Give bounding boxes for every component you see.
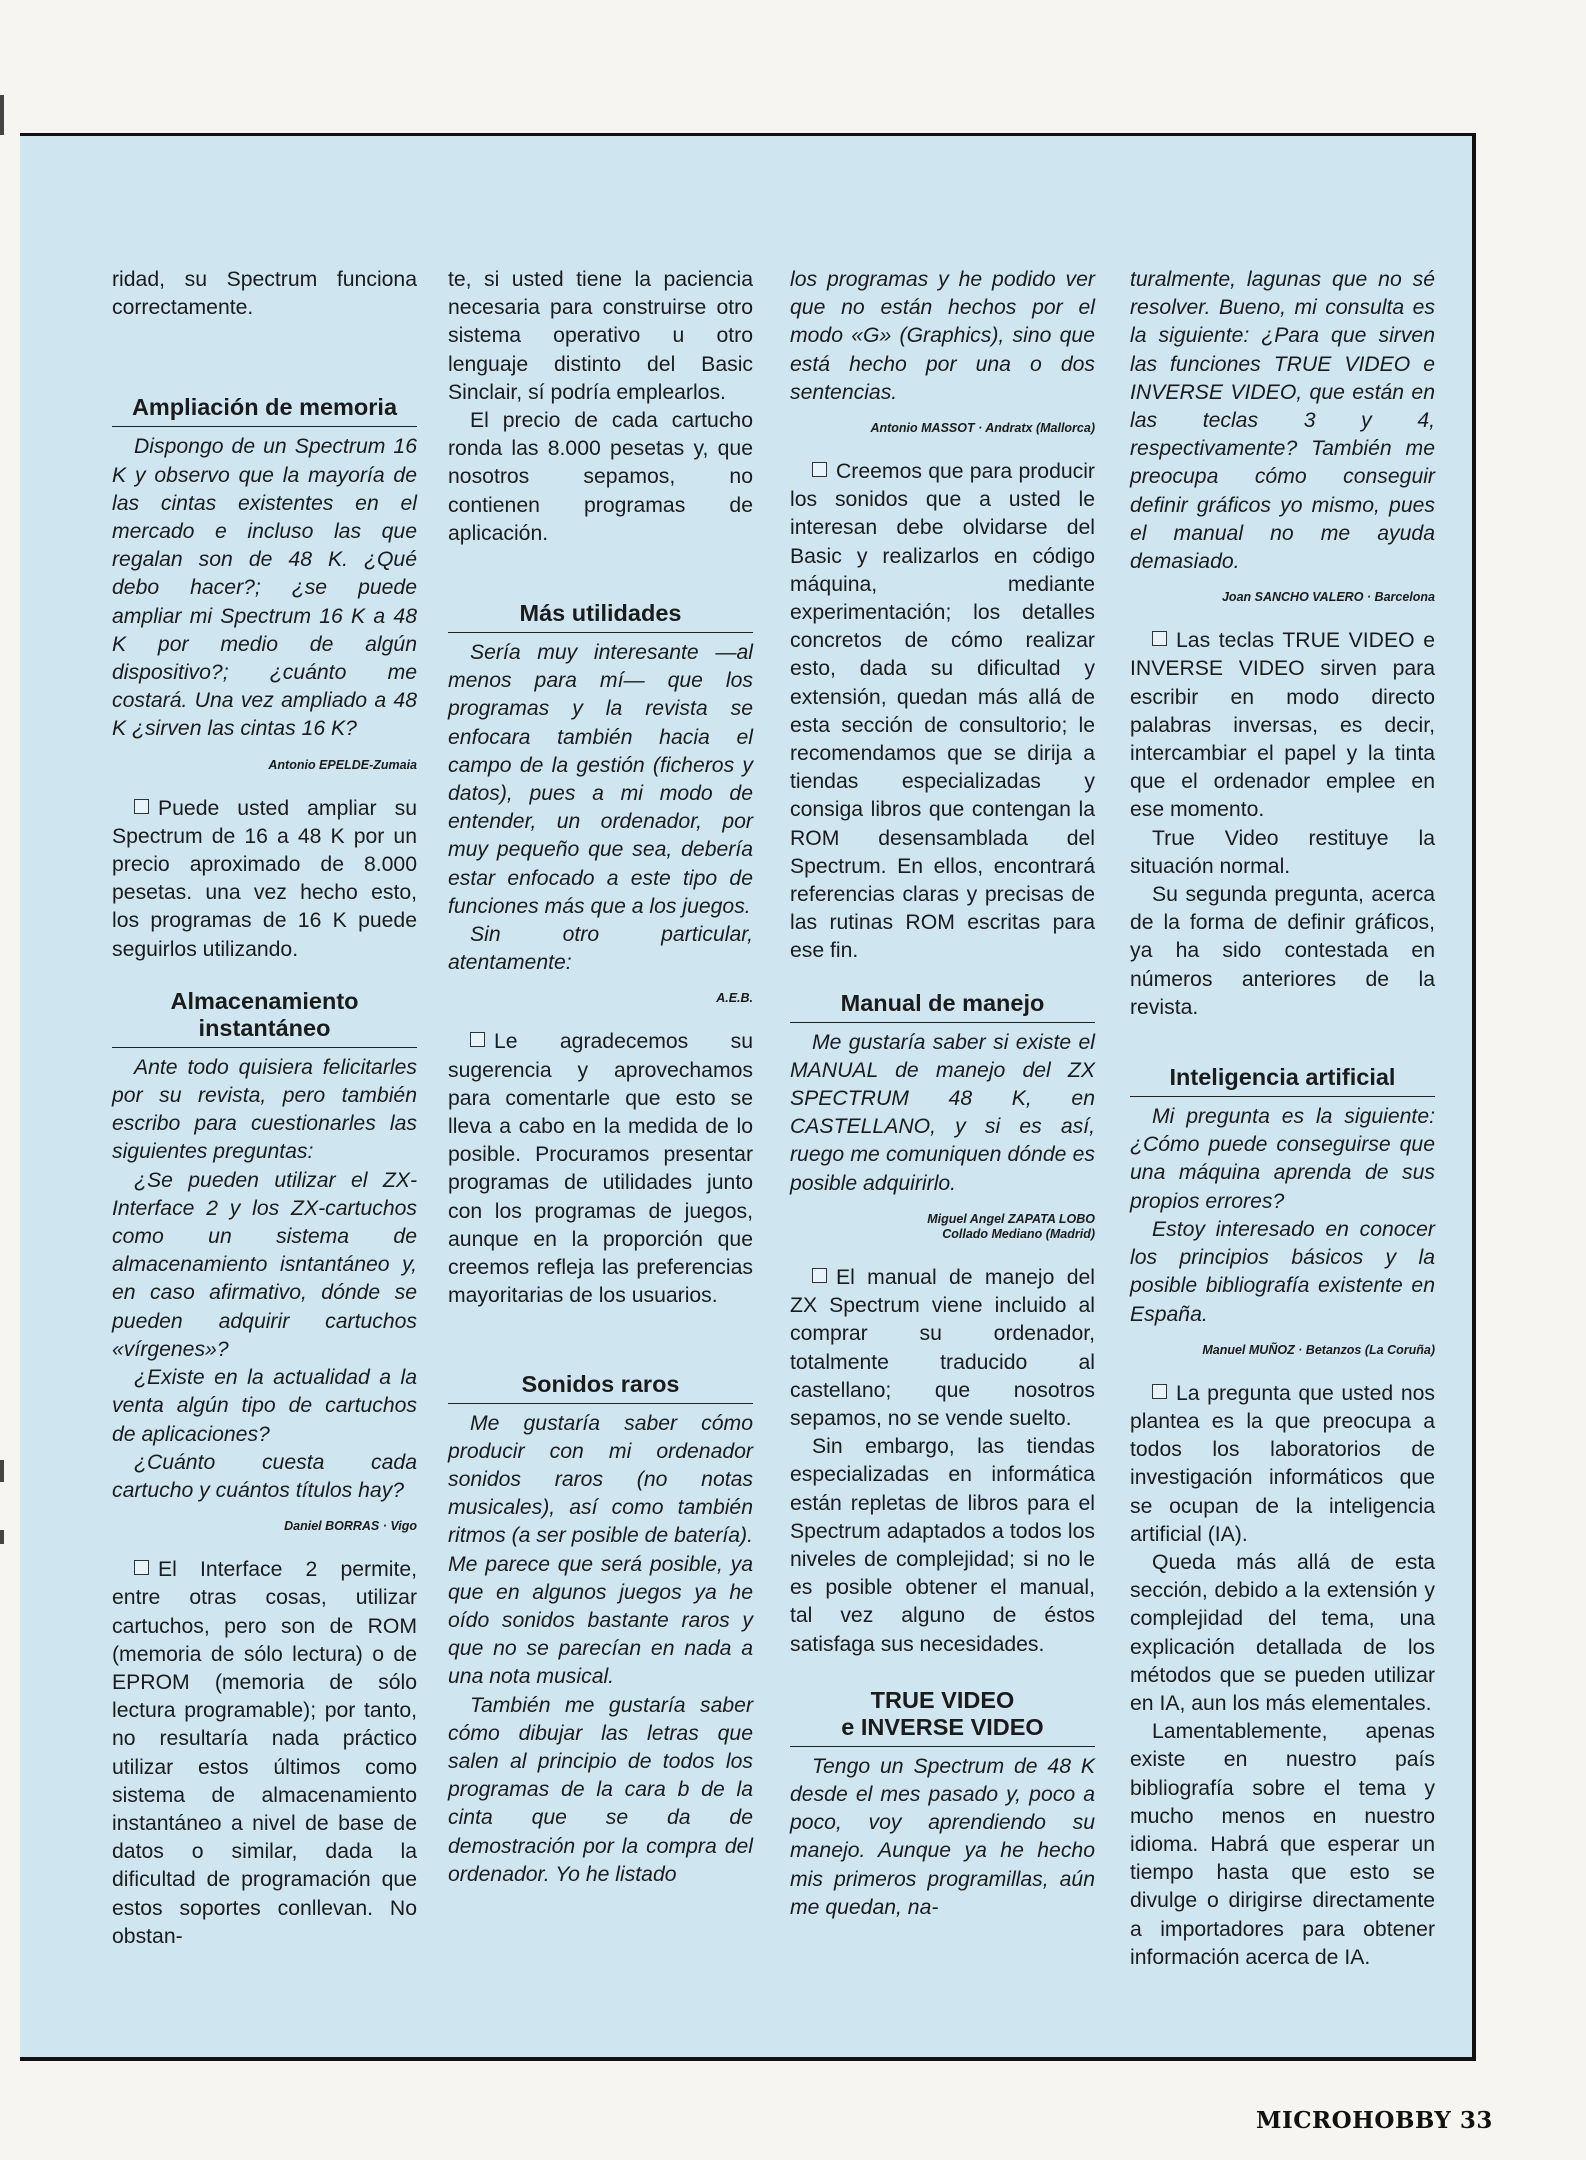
reader-question: Mi pregunta es la siguiente: ¿Cómo puede conseguirse que una máquina aprenda de sus propios errores? xyxy=(1130,1105,1435,1213)
reader-question: Sería muy interesante —al menos para mí— que los programas y la revista se enfocara también hacia el campo de la gestión (ficheros y datos), pues a mi modo de entender, un ordenador, por muy pequeño que sea, debería estar enfocado a este tipo de funciones más que a los juegos. xyxy=(448,641,753,918)
editor-answer: Puede usted ampliar su Spectrum de 16 a 48 K por un precio aproximado de 8.000 pesetas. una vez hecho esto, los programas de 16 K puede seguirlos utilizando. xyxy=(112,796,417,961)
letters-panel xyxy=(20,133,1476,2061)
reader-question: ¿Se pueden utilizar el ZX-Interface 2 y los ZX-cartuchos como un sistema de almacenamiento isntantáneo y, en caso afirmativo, dónde se pueden adquirir cartuchos «vírgenes»? xyxy=(112,1168,417,1361)
body-paragraph: te, si usted tiene la paciencia necesaria para construirse otro sistema operativo u otro lenguaje distinto del Basic Sinclair, sí podría emplearlos. xyxy=(448,268,753,404)
column-2 xyxy=(448,266,753,1889)
reader-question: Tengo un Spectrum de 48 K desde el mes pasado y, poco a poco, voy aprendiendo su manejo. Aunque ya he hecho mis primeros programillas, aún me quedan, na- xyxy=(790,1754,1095,1919)
reader-question: los programas y he podido ver que no están hechos por el modo «G» (Graphics), sino que está hecho por una o dos sentencias. xyxy=(790,268,1095,404)
binding-mark xyxy=(0,95,4,135)
reader-signature: Joan SANCHO VALERO · Barcelona xyxy=(1221,590,1435,605)
editor-answer: Lamentablemente, apenas existe en nuestro país bibliografía sobre el tema y mucho menos en nuestro idioma. Habrá que esperar un tiempo hasta que esto se divulge o dirigirse directamente a importadores para obtener información acerca de IA. xyxy=(1130,1720,1435,1969)
reader-question: Ante todo quisiera felicitarles por su revista, pero también escribo para cuestionarles las siguientes preguntas: xyxy=(112,1055,417,1164)
reader-question: Estoy interesado en conocer los principios básicos y la posible bibliografía existente en España. xyxy=(1130,1217,1435,1326)
answer-checkbox-icon xyxy=(134,1560,149,1575)
reader-signature: A.E.B. xyxy=(716,991,753,1006)
column-4 xyxy=(1130,266,1435,1972)
column-1 xyxy=(112,266,417,1951)
editor-answer: La pregunta que usted nos plantea es la que preocupa a todos los laboratorios de investigación informáticos que se ocupan de la inteligencia artificial (IA). xyxy=(1130,1381,1435,1546)
reader-question: Dispongo de un Spectrum 16 K y observo que la mayoría de las cintas existentes en el mercado e incluso las que regalan son de 48 K. ¿Qué debo hacer?; ¿se puede ampliar mi Spectrum 16 K a 48 K por medio de algún dispositivo?; ¿cuánto me costará. Una vez ampliado a 48 K ¿sirven las cintas 16 K? xyxy=(112,435,417,741)
reader-question: Me gustaría saber si existe el MANUAL de manejo del ZX SPECTRUM 48 K, en CASTELLANO, y si es así, ruego me comuniquen dónde es posible adquirirlo. xyxy=(790,1030,1095,1195)
reader-question: Me gustaría saber cómo producir con mi ordenador sonidos raros (no notas musicales), así como también ritmos (a ser posible de batería). Me parece que será posible, ya que en algunos juegos ya he oído sonidos bastante raros y que no se parecían en nada a una nota musical. xyxy=(448,1411,753,1689)
answer-checkbox-icon xyxy=(134,799,149,814)
reader-question: turalmente, lagunas que no sé resolver. Bueno, mi consulta es la siguiente: ¿Para que sirven las funciones TRUE VIDEO e INVERSE VIDEO, que están en las teclas 3 y 4, respectivamente? También me preocupa cómo conseguir definir gráficos yo mismo, pues el manual no me ayuda demasiado. xyxy=(1130,268,1435,574)
section-title-sonidos-raros: Sonidos raros xyxy=(448,1371,753,1404)
body-paragraph: ridad, su Spectrum funciona correctamente. xyxy=(112,268,417,320)
section-title-ampliacion: Ampliación de memoria xyxy=(112,394,417,427)
magazine-name: MICROHOBBY xyxy=(1256,2107,1452,2134)
editor-answer: Su segunda pregunta, acerca de la forma de definir gráficos, ya ha sido contestada en números anteriores de la revista. xyxy=(1130,883,1435,1019)
answer-checkbox-icon xyxy=(1152,1384,1167,1399)
reader-signature: Antonio MASSOT · Andratx (Mallorca) xyxy=(870,421,1095,436)
reader-question: ¿Existe en la actualidad a la venta algún tipo de cartuchos de aplicaciones? xyxy=(112,1366,417,1446)
page-footer xyxy=(1256,2107,1493,2134)
editor-answer: El Interface 2 permite, entre otras cosas, utilizar cartuchos, pero son de ROM (memoria de sólo lectura) o de EPROM (memoria de sólo lectura programable); por tanto, no resultaría nada práctico utilizar estos últimos como sistema de almacenamiento instantáneo a nivel de base de datos o similar, dada la dificultad de programación que estos soportes conllevan. No obstan- xyxy=(112,1558,417,1948)
editor-answer: Creemos que para producir los sonidos que a usted le interesan debe olvidarse del Basic y realizarlos en código máquina, mediante experimentación; los detalles concretos de cómo realizar esto, dada su dificultad y extensión, quedan más allá de esta sección de consultorio; le recomendamos que se dirija a tiendas especializadas y consiga libros que contengan la ROM desensamblada del Spectrum. En ellos, encontrará referencias claras y precisas de las rutinas ROM escritas para ese fin. xyxy=(790,460,1095,963)
section-title-mas-utilidades: Más utilidades xyxy=(448,600,753,633)
column-3 xyxy=(790,266,1095,1922)
binding-mark xyxy=(0,1460,4,1482)
body-paragraph: El precio de cada cartucho ronda las 8.000 pesetas y, que nosotros sepamos, no contienen programas de aplicación. xyxy=(448,409,753,545)
answer-checkbox-icon xyxy=(812,1268,827,1283)
section-title-almacenamiento: Almacenamiento instantáneo xyxy=(112,988,417,1048)
reader-signature: Antonio EPELDE-Zumaia xyxy=(268,757,417,772)
reader-signature: Miguel Angel ZAPATA LOBO Collado Mediano (Madrid) xyxy=(927,1211,1095,1241)
section-title-true-video: TRUE VIDEO e INVERSE VIDEO xyxy=(790,1687,1095,1747)
editor-answer: Las teclas TRUE VIDEO e INVERSE VIDEO sirven para escribir en modo directo palabras inversas, es decir, intercambiar el papel y la tinta que el ordenador emplee en ese momento. xyxy=(1130,629,1435,822)
section-title-inteligencia: Inteligencia artificial xyxy=(1130,1064,1435,1097)
answer-checkbox-icon xyxy=(470,1032,485,1047)
editor-answer: El manual de manejo del ZX Spectrum viene incluido al comprar su ordenador, totalmente traducido al castellano; que nosotros sepamos, no se vende suelto. xyxy=(790,1265,1095,1430)
reader-signature: Manuel MUÑOZ · Betanzos (La Coruña) xyxy=(1202,1342,1435,1357)
editor-answer: Le agradecemos su sugerencia y aprovechamos para comentarle que esto se lleva a cabo en la medida de lo posible. Procuramos presentar programas de utilidades junto con los programas de juegos, aunque en la proporción que creemos refleja las preferencias mayoritarias de los usuarios. xyxy=(448,1030,753,1308)
binding-mark xyxy=(0,1530,4,1544)
reader-question: ¿Cuánto cuesta cada cartucho y cuántos títulos hay? xyxy=(112,1450,417,1502)
page-number: 33 xyxy=(1459,2107,1493,2134)
section-title-manual: Manual de manejo xyxy=(790,990,1095,1023)
reader-signature: Daniel BORRAS · Vigo xyxy=(284,1519,417,1534)
reader-question: También me gustaría saber cómo dibujar las letras que salen al principio de todos los programas de la cara b de la cinta que se da de demostración por la compra del ordenador. Yo he listado xyxy=(448,1693,753,1886)
editor-answer: True Video restituye la situación normal. xyxy=(1130,826,1435,878)
editor-answer: Queda más allá de esta sección, debido a la extensión y complejidad del tema, una explicación detallada de los métodos que se pueden utilizar en IA, aun los más elementales. xyxy=(1130,1550,1435,1715)
editor-answer: Sin embargo, las tiendas especializadas en informática están repletas de libros para el Spectrum adaptados a todos los niveles de complejidad; si no le es posible obtener el manual, tal vez alguno de éstos satisfaga sus necesidades. xyxy=(790,1435,1095,1656)
reader-question: Sin otro particular, atentamente: xyxy=(448,923,753,975)
answer-checkbox-icon xyxy=(1152,631,1167,646)
answer-checkbox-icon xyxy=(812,462,827,477)
